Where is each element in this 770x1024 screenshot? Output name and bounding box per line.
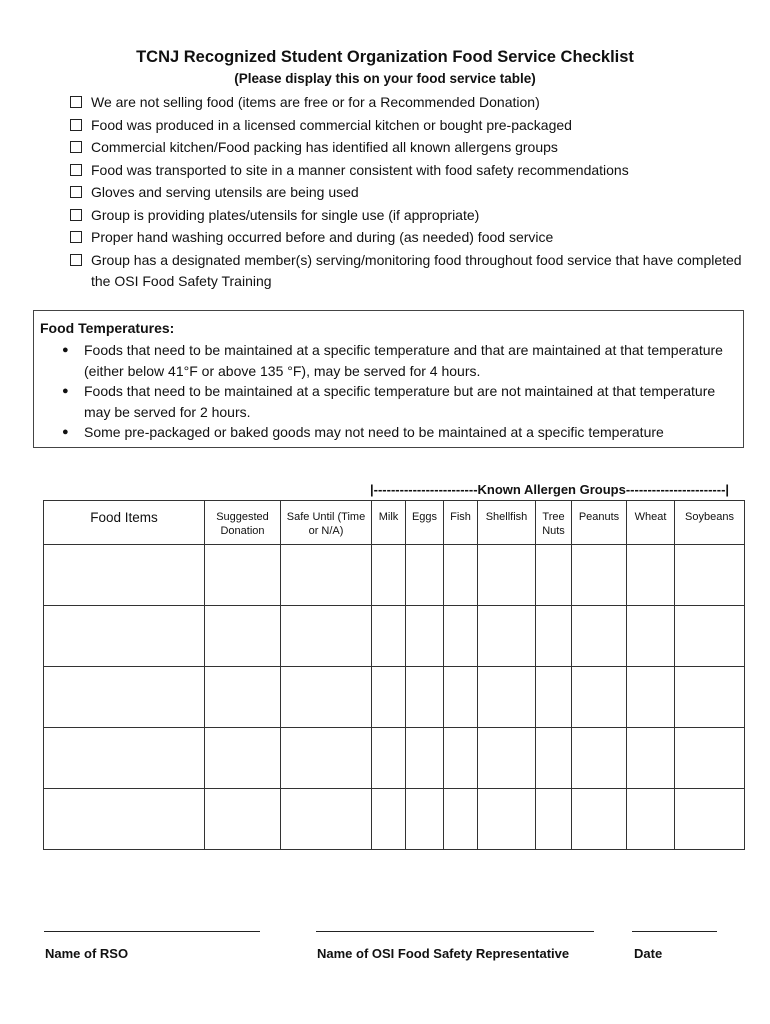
table-cell[interactable] bbox=[281, 545, 372, 606]
table-cell[interactable] bbox=[444, 545, 478, 606]
osi-signature-line[interactable] bbox=[316, 931, 594, 932]
col-shellfish: Shellfish bbox=[478, 501, 536, 545]
table-cell[interactable] bbox=[627, 789, 675, 850]
table-cell[interactable] bbox=[205, 667, 281, 728]
table-row bbox=[44, 728, 745, 789]
table-cell[interactable] bbox=[372, 606, 406, 667]
table-cell[interactable] bbox=[444, 789, 478, 850]
table-cell[interactable] bbox=[406, 545, 444, 606]
table-cell[interactable] bbox=[372, 789, 406, 850]
col-tree-nuts: Tree Nuts bbox=[536, 501, 572, 545]
food-temperatures-list bbox=[62, 340, 742, 443]
table-cell[interactable] bbox=[478, 545, 536, 606]
page-title: TCNJ Recognized Student Organization Food Service Checklist bbox=[136, 48, 634, 66]
food-temperatures-heading: Food Temperatures: bbox=[40, 320, 175, 336]
table-cell[interactable] bbox=[281, 728, 372, 789]
checklist bbox=[68, 92, 748, 293]
checklist-item-label: We are not selling food (items are free or for a Recommended Donation) bbox=[91, 94, 540, 110]
table-row bbox=[44, 545, 745, 606]
table-body bbox=[44, 545, 745, 850]
bullet-icon: ● bbox=[62, 344, 69, 356]
table-cell[interactable] bbox=[406, 728, 444, 789]
table-cell[interactable] bbox=[536, 606, 572, 667]
table-cell[interactable] bbox=[478, 789, 536, 850]
table-cell[interactable] bbox=[536, 545, 572, 606]
table-cell[interactable] bbox=[536, 728, 572, 789]
table-cell[interactable] bbox=[44, 606, 205, 667]
table-cell[interactable] bbox=[444, 728, 478, 789]
col-eggs: Eggs bbox=[406, 501, 444, 545]
table-cell[interactable] bbox=[372, 545, 406, 606]
table-cell[interactable] bbox=[675, 728, 745, 789]
table-cell[interactable] bbox=[478, 728, 536, 789]
bullet-icon: ● bbox=[62, 385, 69, 397]
checklist-item bbox=[68, 182, 748, 203]
checklist-item bbox=[68, 137, 748, 158]
table-cell[interactable] bbox=[281, 606, 372, 667]
table-cell[interactable] bbox=[536, 667, 572, 728]
temperature-rule-text: Some pre-packaged or baked goods may not need to be maintained at a specific temperature bbox=[84, 424, 664, 440]
table-cell[interactable] bbox=[675, 545, 745, 606]
checklist-item-label: Food was transported to site in a manner consistent with food safety recommendations bbox=[91, 161, 629, 178]
temperature-rule-text: Foods that need to be maintained at a specific temperature but are not maintained at that temperature may be served for 2 hours. bbox=[84, 383, 716, 420]
table-cell[interactable] bbox=[44, 728, 205, 789]
checklist-item-label: Food was produced in a licensed commercial kitchen or bought pre-packaged bbox=[91, 116, 572, 133]
checklist-item-label: Gloves and serving utensils are being used bbox=[91, 184, 359, 200]
table-cell[interactable] bbox=[205, 606, 281, 667]
col-peanuts: Peanuts bbox=[572, 501, 627, 545]
col-suggested-donation: Suggested Donation bbox=[205, 501, 281, 545]
table-cell[interactable] bbox=[372, 667, 406, 728]
checklist-item-label: Group is providing plates/utensils for single use (if appropriate) bbox=[91, 206, 480, 223]
table-cell[interactable] bbox=[406, 606, 444, 667]
table-cell[interactable] bbox=[372, 728, 406, 789]
table-cell[interactable] bbox=[205, 789, 281, 850]
checklist-item bbox=[68, 92, 748, 113]
checkbox[interactable] bbox=[70, 164, 82, 176]
food-temperatures-box bbox=[33, 310, 744, 448]
checklist-item bbox=[68, 160, 748, 181]
checkbox[interactable] bbox=[70, 96, 82, 108]
col-fish: Fish bbox=[444, 501, 478, 545]
table-cell[interactable] bbox=[444, 606, 478, 667]
table-row bbox=[44, 789, 745, 850]
checkbox[interactable] bbox=[70, 119, 82, 131]
table-cell[interactable] bbox=[572, 789, 627, 850]
bullet-icon: ● bbox=[62, 426, 69, 438]
temperature-rule bbox=[62, 340, 742, 381]
col-milk: Milk bbox=[372, 501, 406, 545]
checkbox[interactable] bbox=[70, 209, 82, 221]
col-food-items: Food Items bbox=[44, 501, 205, 545]
rso-signature-line[interactable] bbox=[44, 931, 260, 932]
checklist-item bbox=[68, 205, 748, 226]
col-soybeans: Soybeans bbox=[675, 501, 745, 545]
date-label: Date bbox=[634, 946, 663, 961]
checklist-item bbox=[68, 227, 748, 248]
osi-name-label: Name of OSI Food Safety Representative bbox=[317, 946, 570, 961]
table-cell[interactable] bbox=[281, 789, 372, 850]
table-cell[interactable] bbox=[281, 667, 372, 728]
table-cell[interactable] bbox=[205, 545, 281, 606]
page-subtitle: (Please display this on your food service table) bbox=[234, 71, 536, 86]
checklist-item-label: Group has a designated member(s) serving/monitoring food throughout food service that have completed the OSI Food Safety Training bbox=[91, 251, 742, 289]
table-cell[interactable] bbox=[627, 728, 675, 789]
table-cell[interactable] bbox=[44, 789, 205, 850]
col-safe-until: Safe Until (Time or N/A) bbox=[281, 501, 372, 545]
temperature-rule bbox=[62, 422, 742, 443]
table-cell[interactable] bbox=[406, 789, 444, 850]
checklist-item-label: Proper hand washing occurred before and during (as needed) food service bbox=[91, 229, 554, 245]
table-cell[interactable] bbox=[675, 606, 745, 667]
table-cell[interactable] bbox=[572, 606, 627, 667]
table-cell[interactable] bbox=[572, 545, 627, 606]
checkbox[interactable] bbox=[70, 254, 82, 266]
allergen-groups-header: |------------------------Known Allergen Groups-----------------------| bbox=[370, 482, 730, 497]
checkbox[interactable] bbox=[70, 231, 82, 243]
table-cell[interactable] bbox=[478, 667, 536, 728]
table-cell[interactable] bbox=[627, 545, 675, 606]
rso-name-label: Name of RSO bbox=[45, 946, 129, 961]
table-cell[interactable] bbox=[536, 789, 572, 850]
table-cell[interactable] bbox=[44, 545, 205, 606]
table-row bbox=[44, 606, 745, 667]
table-cell[interactable] bbox=[675, 667, 745, 728]
table-row bbox=[44, 667, 745, 728]
table-cell[interactable] bbox=[444, 667, 478, 728]
table-header-row bbox=[44, 501, 745, 545]
table-cell[interactable] bbox=[572, 667, 627, 728]
table-cell[interactable] bbox=[627, 606, 675, 667]
checklist-item bbox=[68, 250, 748, 292]
temperature-rule bbox=[62, 381, 742, 422]
table-cell[interactable] bbox=[627, 667, 675, 728]
checkbox[interactable] bbox=[70, 141, 82, 153]
food-items-table bbox=[43, 500, 745, 850]
checklist-item bbox=[68, 115, 748, 136]
col-wheat: Wheat bbox=[627, 501, 675, 545]
table-cell[interactable] bbox=[406, 667, 444, 728]
temperature-rule-text: Foods that need to be maintained at a specific temperature and that are maintained at that temperature (either below 41°F or above 135 °F), may be served for 4 hours. bbox=[84, 342, 723, 379]
date-line[interactable] bbox=[632, 931, 717, 932]
checklist-item-label: Commercial kitchen/Food packing has identified all known allergens groups bbox=[91, 139, 558, 155]
table-cell[interactable] bbox=[205, 728, 281, 789]
table-cell[interactable] bbox=[675, 789, 745, 850]
table-cell[interactable] bbox=[44, 667, 205, 728]
table-cell[interactable] bbox=[478, 606, 536, 667]
table-cell[interactable] bbox=[572, 728, 627, 789]
checkbox[interactable] bbox=[70, 186, 82, 198]
